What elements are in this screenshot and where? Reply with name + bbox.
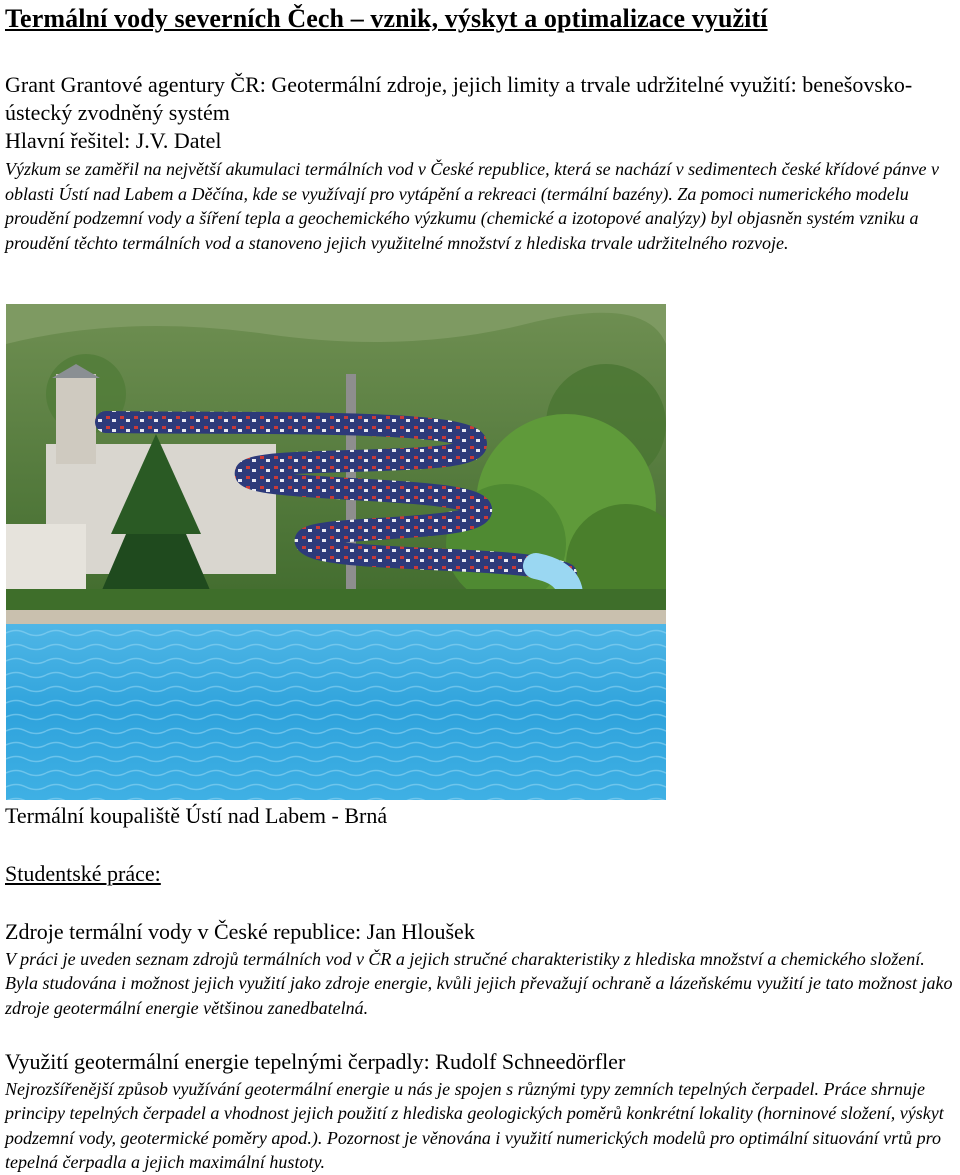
student-work-description: Nejrozšířenější způsob využívání geotermální energie u nás je spojen s různými typy zemních tepelných čerpadel. Práce shrnuje principy tepelných čerpadel a vhodnost jejich použití z hlediska geologických poměrů konkrétní lokality (horninové složení, výskyt podzemní vody, geotermické poměry apod.). Pozornost je věnována i využití numerických modelů pro optimální situování vrtů pro tepelná čerpadla a jejich maximální hustoty.	[5, 1079, 944, 1173]
photo-caption: Termální koupaliště Ústí nad Labem - Brná	[5, 803, 388, 828]
student-work-title: Zdroje termální vody v České republice: Jan Hloušek	[5, 919, 475, 944]
student-work-description: V práci je uveden seznam zdrojů termálních vod v ČR a jejich stručné charakteristiky z hlediska množství a chemického složení. Byla studována i možnost jejich využití jako zdroje energie, kvůli jejich převažují ochraně a lázeňskému využití je tato možnost jako zdroje geotermální energie většinou zanedbatelná.	[5, 949, 953, 1018]
student-works-heading: Studentské práce:	[5, 861, 161, 886]
grant-info: Grant Grantové agentury ČR: Geotermální zdroje, jejich limity a trvale udržitelné využití: benešovsko-ústecký zvodněný systém	[5, 72, 913, 125]
student-work-title: Využití geotermální energie tepelnými čerpadly: Rudolf Schneedörfler	[5, 1049, 626, 1074]
abstract-text: Výzkum se zaměřil na největší akumulaci termálních vod v České republice, která se nachází v sedimentech české křídové pánve v oblasti Ústí nad Labem a Děčína, kde se využívají pro vytápění a rekreaci (termální bazény). Za pomoci numerického modelu proudění podzemní vody a šíření tepla a geochemického výzkumu (chemické a izotopové analýzy) byl objasněn systém vzniku a proudění těchto termálních vod a stanoveno jejich využitelné množství z hlediska trvale udržitelného rozvoje.	[5, 159, 940, 253]
thermal-pool-photo	[6, 304, 666, 800]
page-title: Termální vody severních Čech – vznik, výskyt a optimalizace využití	[5, 4, 768, 33]
principal-investigator: Hlavní řešitel: J.V. Datel	[5, 128, 222, 153]
